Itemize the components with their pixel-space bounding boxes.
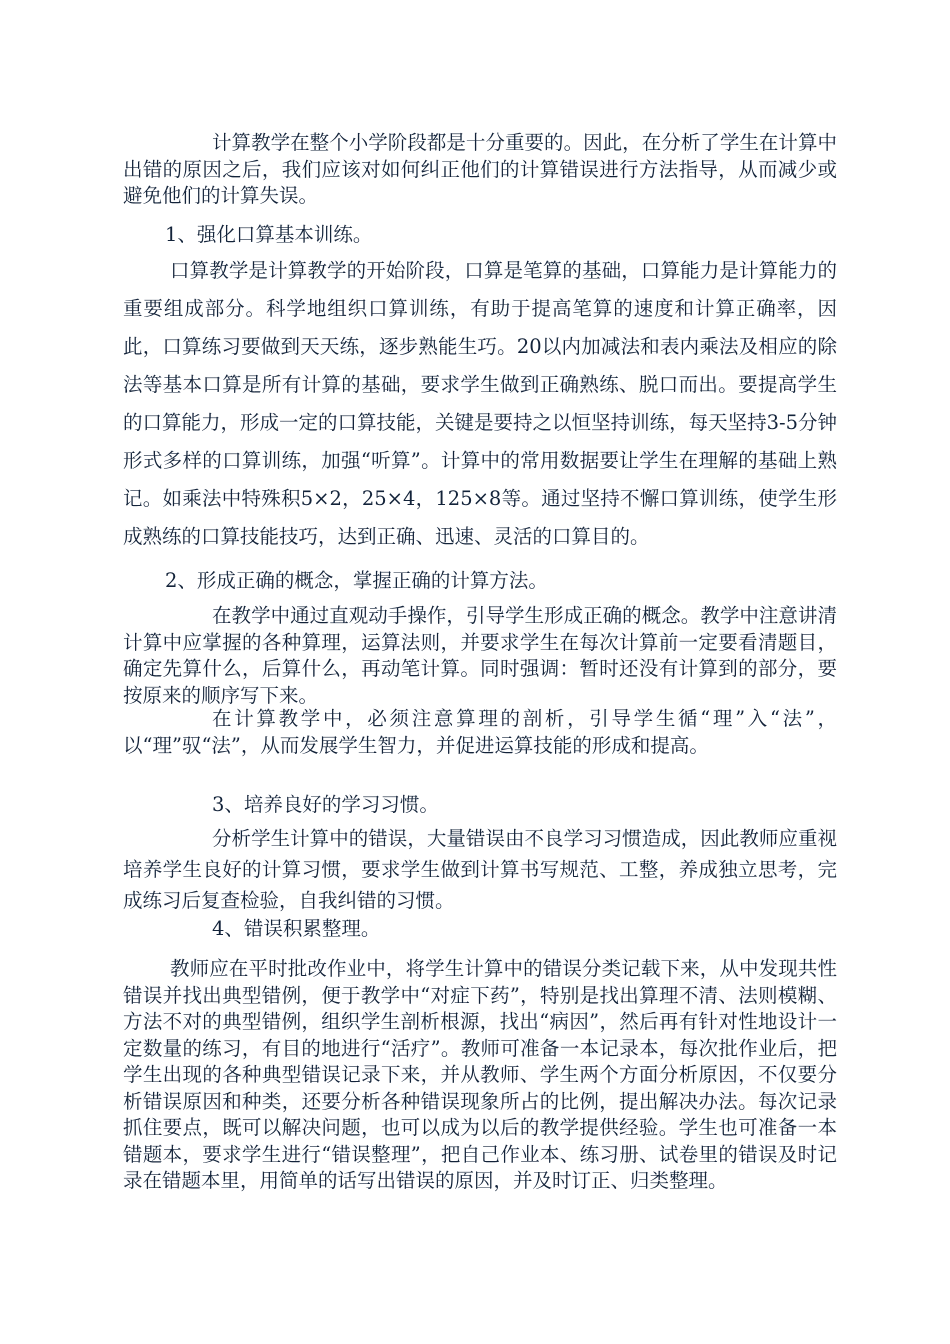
section-heading-4: 4、错误积累整理。 bbox=[212, 917, 381, 940]
section-heading-2: 2、形成正确的概念，掌握正确的计算方法。 bbox=[165, 569, 548, 592]
section-heading-3: 3、培养良好的学习习惯。 bbox=[212, 793, 439, 816]
section-1-paragraph: 口算教学是计算教学的开始阶段，口算是笔算的基础，口算能力是计算能力的重要组成部分。科学地组织口算训练，有助于提高笔算的速度和计算正确率，因此，口算练习要做到天天练，逐步熟能生巧。20以内加减法和表内乘法及相应的除法等基本口算是所有计算的基础，要求学生做到正确熟练、脱口而出。要提高学生的口算能力，形成一定的口算技能，关键是要持之以恒坚持训练，每天坚持3-5分钟形式多样的口算训练，加强“听算”。计算中的常用数据要让学生在理解的基础上熟记。如乘法中特殊积5×2，25×4，125×8等。通过坚持不懈口算训练，使学生形成熟练的口算技能技巧，达到正确、迅速、灵活的口算目的。 bbox=[123, 259, 837, 548]
section-3-paragraph: 分析学生计算中的错误，大量错误由不良学习习惯造成，因此教师应重视培养学生良好的计算习惯，要求学生做到计算书写规范、工整，养成独立思考，完成练习后复查检验，自我纠错的习惯。 bbox=[123, 827, 837, 912]
section-heading-1: 1、强化口算基本训练。 bbox=[165, 223, 373, 246]
section-4-paragraph: 教师应在平时批改作业中，将学生计算中的错误分类记载下来，从中发现共性错误并找出典型错例，便于教学中“对症下药”，特别是找出算理不清、法则模糊、方法不对的典型错例，组织学生剖析根源，找出“病因”，然后再有针对性地设计一定数量的练习，有目的地进行“活疗”。教师可准备一本记录本，每次批作业后，把学生出现的各种典型错误记录下来，并从教师、学生两个方面分析原因，不仅要分析错误原因和种类，还要分析各种错误现象所占的比例，提出解决办法。每次记录抓住要点，既可以解决问题，也可以成为以后的教学提供经验。学生也可准备一本错题本，要求学生进行“错误整理”，把自己作业本、练习册、试卷里的错误及时记录在错题本里，用简单的话写出错误的原因，并及时订正、归类整理。 bbox=[123, 957, 837, 1192]
intro-paragraph: 计算教学在整个小学阶段都是十分重要的。因此，在分析了学生在计算中出错的原因之后，我们应该对如何纠正他们的计算错误进行方法指导，从而减少或避免他们的计算失误。 bbox=[123, 131, 837, 207]
section-2-paragraph-1: 在教学中通过直观动手操作，引导学生形成正确的概念。教学中注意讲清计算中应掌握的各种算理，运算法则，并要求学生在每次计算前一定要看清题目，确定先算什么，后算什么，再动笔计算。同时强调：暂时还没有计算到的部分，要按原来的顺序写下来。 bbox=[123, 604, 837, 707]
section-2-paragraph-2: 在计算教学中，必须注意算理的剖析，引导学生循“理”入“法”，以“理”驭“法”，从而发展学生智力，并促进运算技能的形成和提高。 bbox=[123, 707, 837, 757]
